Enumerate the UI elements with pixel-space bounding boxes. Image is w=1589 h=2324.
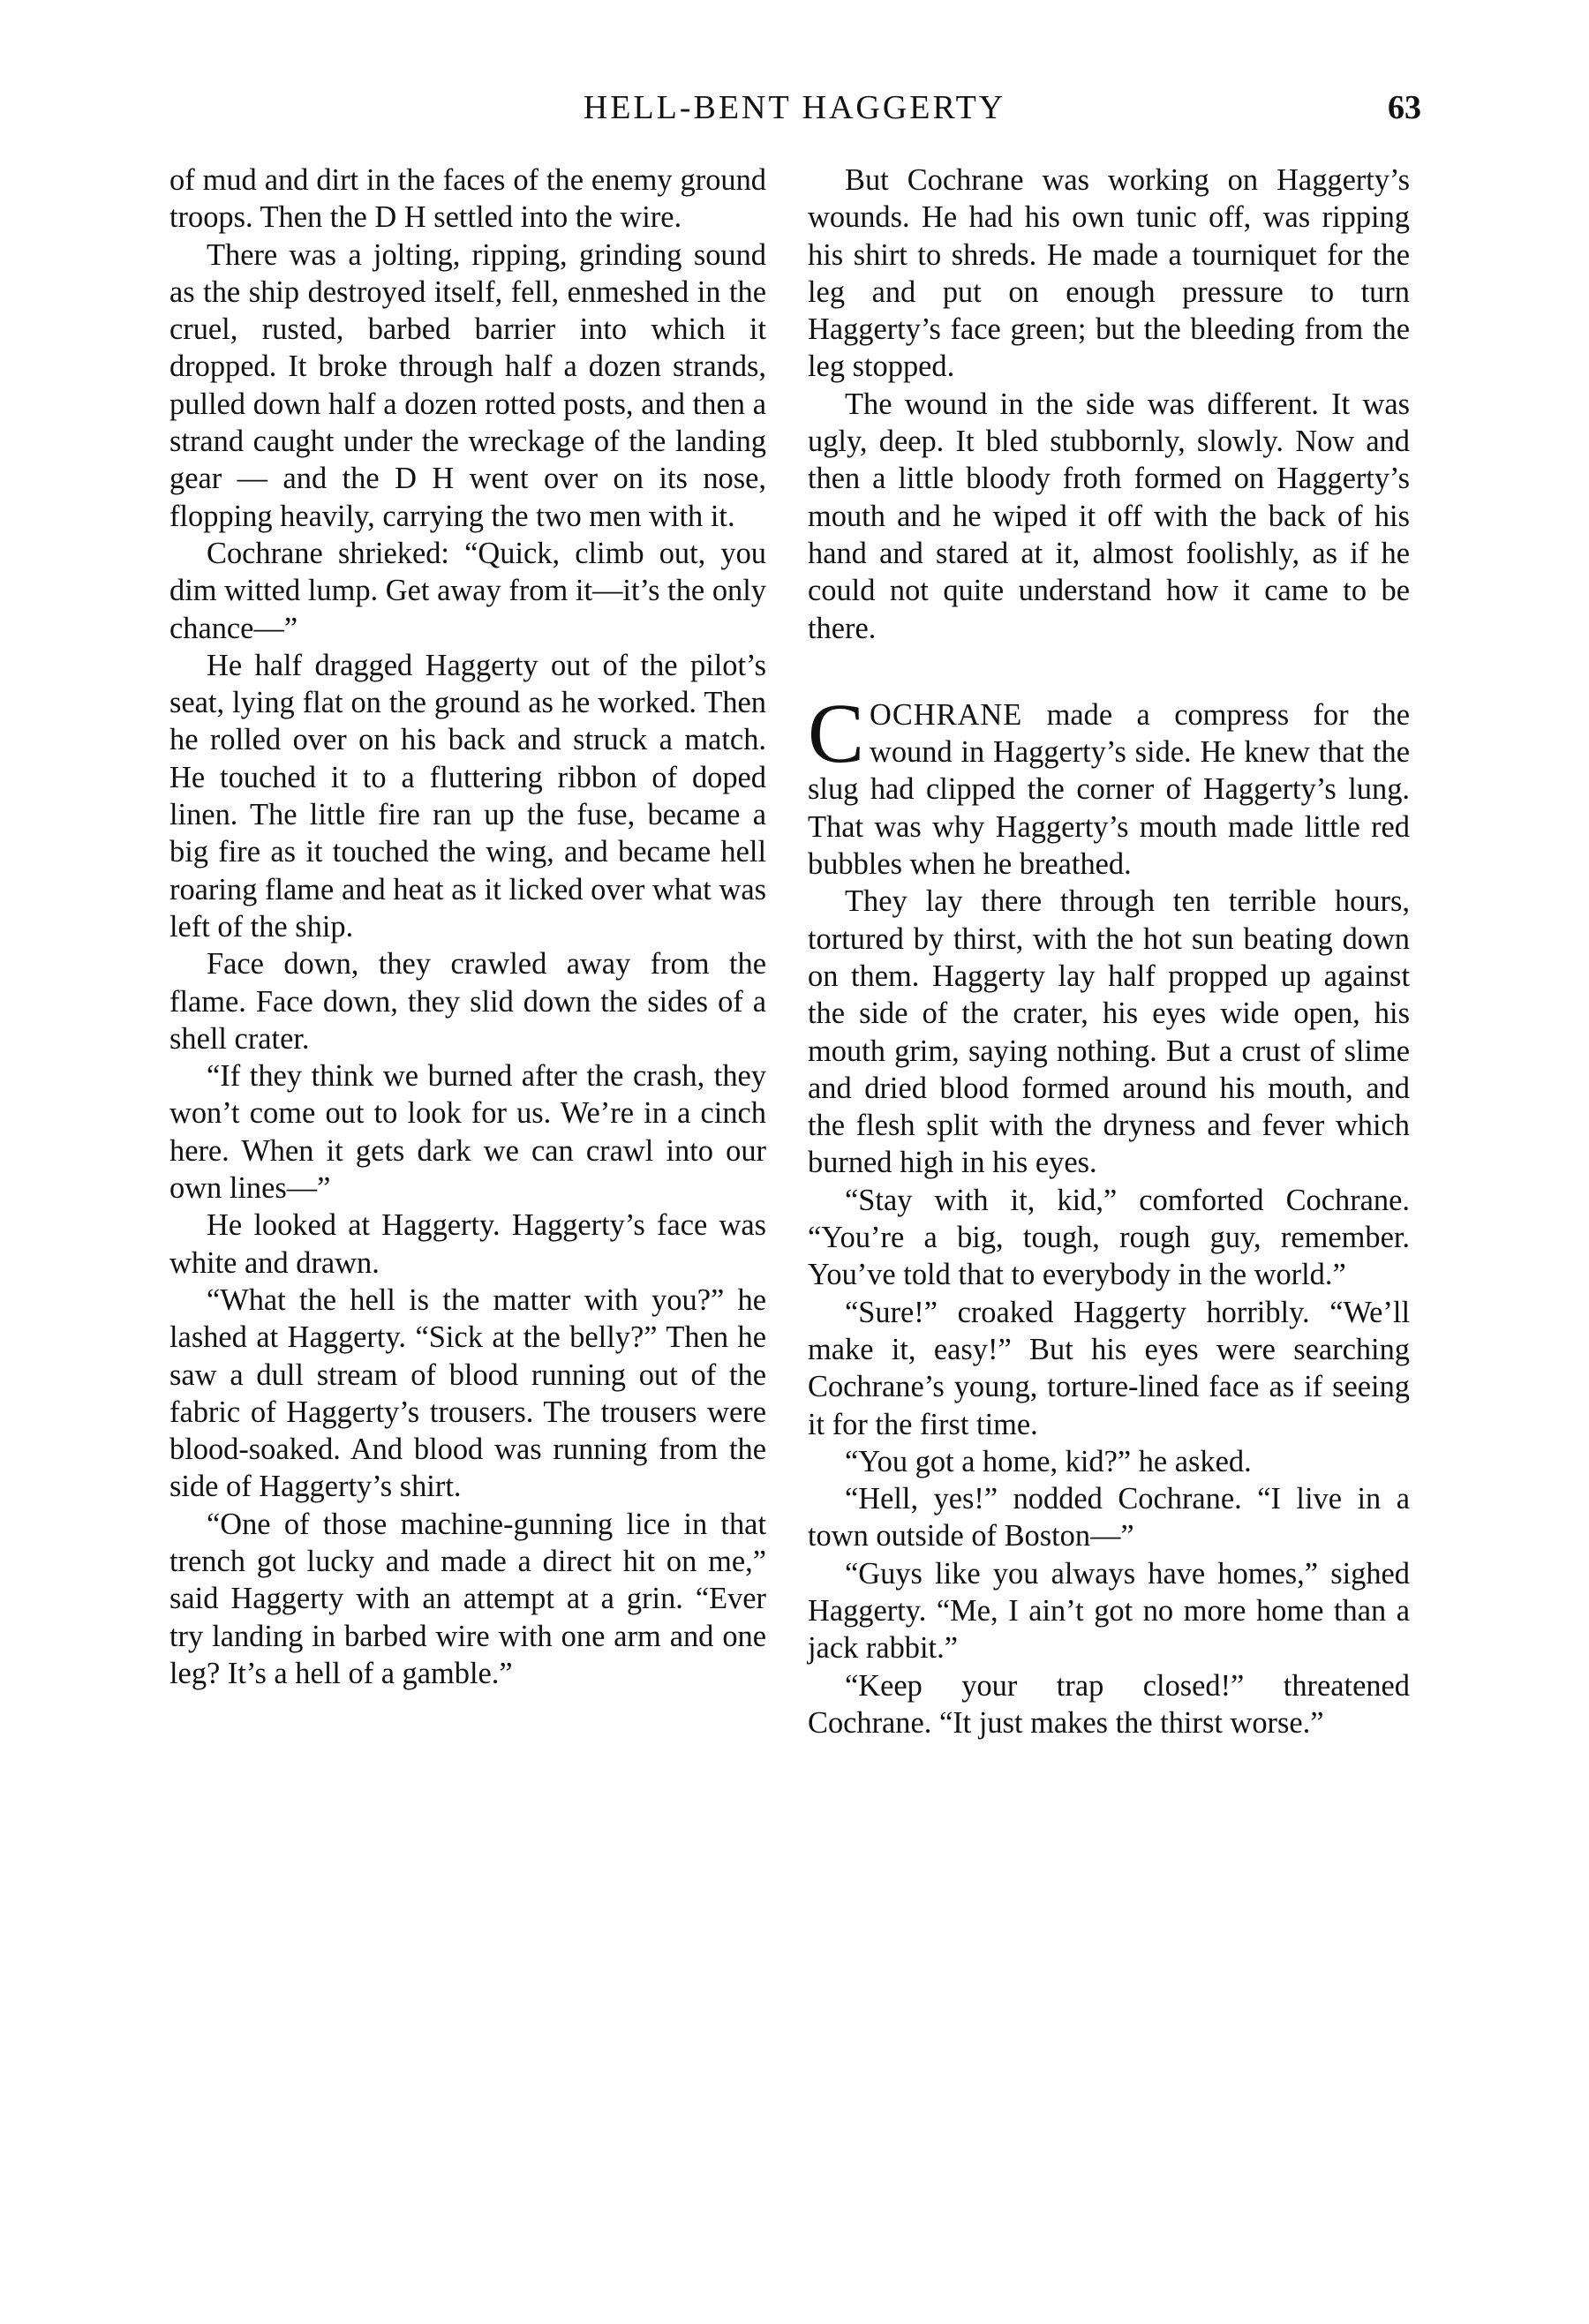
page-number: 63 bbox=[1388, 89, 1421, 126]
paragraph: Face down, they crawled away from the flame. Face down, they slid down the sides of a shell crater. bbox=[169, 947, 766, 1056]
paragraph: They lay there through ten terrible hours, tortured by thirst, with the hot sun beating down on them. Haggerty lay half propped up against the side of the crater, his eyes wide open, his mouth grim, saying nothing. But a crust of slime and dried blood formed around his mouth, and the flesh split with the dryness and fever which burned high in his eyes. bbox=[808, 884, 1410, 1180]
running-title: HELL-BENT HAGGERTY bbox=[583, 89, 1006, 126]
right-column bbox=[808, 162, 1410, 1741]
paragraph: He half dragged Haggerty out of the pilot’s seat, lying flat on the ground as he worked. Then he rolled over on his back and struck a match. He touched it to a fluttering ribbon of doped linen. The little fire ran up the fuse, became a big fire as it touched the wing, and became hell roaring flame and heat as it licked over what was left of the ship. bbox=[169, 648, 766, 944]
paragraph: Cochrane shrieked: “Quick, climb out, you dim witted lump. Get away from it—it’s the only chance—” bbox=[169, 536, 766, 645]
paragraph: “What the hell is the matter with you?” he lashed at Haggerty. “Sick at the belly?” Then he saw a dull stream of blood running out of the fabric of Haggerty’s trousers. The trousers were blood-soaked. And blood was running from the side of Haggerty’s shirt. bbox=[169, 1282, 766, 1504]
drop-cap: C bbox=[808, 685, 865, 780]
paragraph: He looked at Haggerty. Haggerty’s face was white and drawn. bbox=[169, 1208, 766, 1280]
paragraph: “You got a home, kid?” he asked. bbox=[845, 1444, 1252, 1478]
paragraph: “One of those machine-gunning lice in that trench got lucky and made a direct hit on me,” said Haggerty with an attempt at a grin. “Ever try landing in barbed wire with one arm and one leg? It’s a hell of a gamble.” bbox=[169, 1507, 766, 1690]
paragraph: But Cochrane was working on Haggerty’s wounds. He had his own tunic off, was ripping his shirt to shreds. He made a tourniquet for the leg and put on enough pressure to turn Haggerty’s face green; but the bleeding from the leg stopped. bbox=[808, 163, 1410, 384]
section-lead-caps: OCHRANE bbox=[870, 697, 1023, 732]
section-lead-text: made a compress for the wound in Haggerty’s side. He knew that the slug had clipped the corner of Haggerty’s lung. That was why Haggerty’s mouth made little red bubbles when he breathed. bbox=[808, 697, 1410, 882]
paragraph: “Sure!” croaked Haggerty horribly. “We’ll make it, easy!” But his eyes were searching Cochrane’s young, torture-lined face as if seeing it for the first time. bbox=[808, 1295, 1410, 1441]
paragraph: There was a jolting, ripping, grinding sound as the ship destroyed itself, fell, enmeshed in the cruel, rusted, barbed barrier into which it dropped. It broke through half a dozen strands, pulled down half a dozen rotted posts, and then a strand caught under the wreckage of the landing gear — and the D H went over on its nose, flopping heavily, carrying the two men with it. bbox=[169, 237, 766, 533]
paragraph: “Stay with it, kid,” comforted Cochrane. “You’re a big, tough, rough guy, remember. You’ve told that to everybody in the world.” bbox=[808, 1183, 1410, 1292]
paragraph: of mud and dirt in the faces of the enemy ground troops. Then the D H settled into the wire. bbox=[169, 163, 766, 235]
paragraph: “If they think we burned after the crash, they won’t come out to look for us. We’re in a cinch here. When it gets dark we can crawl into our own lines—” bbox=[169, 1059, 766, 1206]
paragraph: “Keep your trap closed!” threatened Cochrane. “It just makes the thirst worse.” bbox=[808, 1668, 1410, 1740]
paragraph: The wound in the side was different. It was ugly, deep. It bled stubbornly, slowly. Now and then a little bloody froth formed on Haggerty’s mouth and he wiped it off with the back of his hand and stared at it, almost foolishly, as if he could not quite understand how it came to be there. bbox=[808, 387, 1410, 645]
section-opening-paragraph bbox=[808, 685, 1410, 883]
paragraph: “Guys like you always have homes,” sighed Haggerty. “Me, I ain’t got no more home than a jack rabbit.” bbox=[808, 1556, 1410, 1666]
paragraph: “Hell, yes!” nodded Cochrane. “I live in a town outside of Boston—” bbox=[808, 1482, 1410, 1553]
running-head bbox=[168, 88, 1421, 141]
left-column bbox=[169, 162, 766, 1692]
